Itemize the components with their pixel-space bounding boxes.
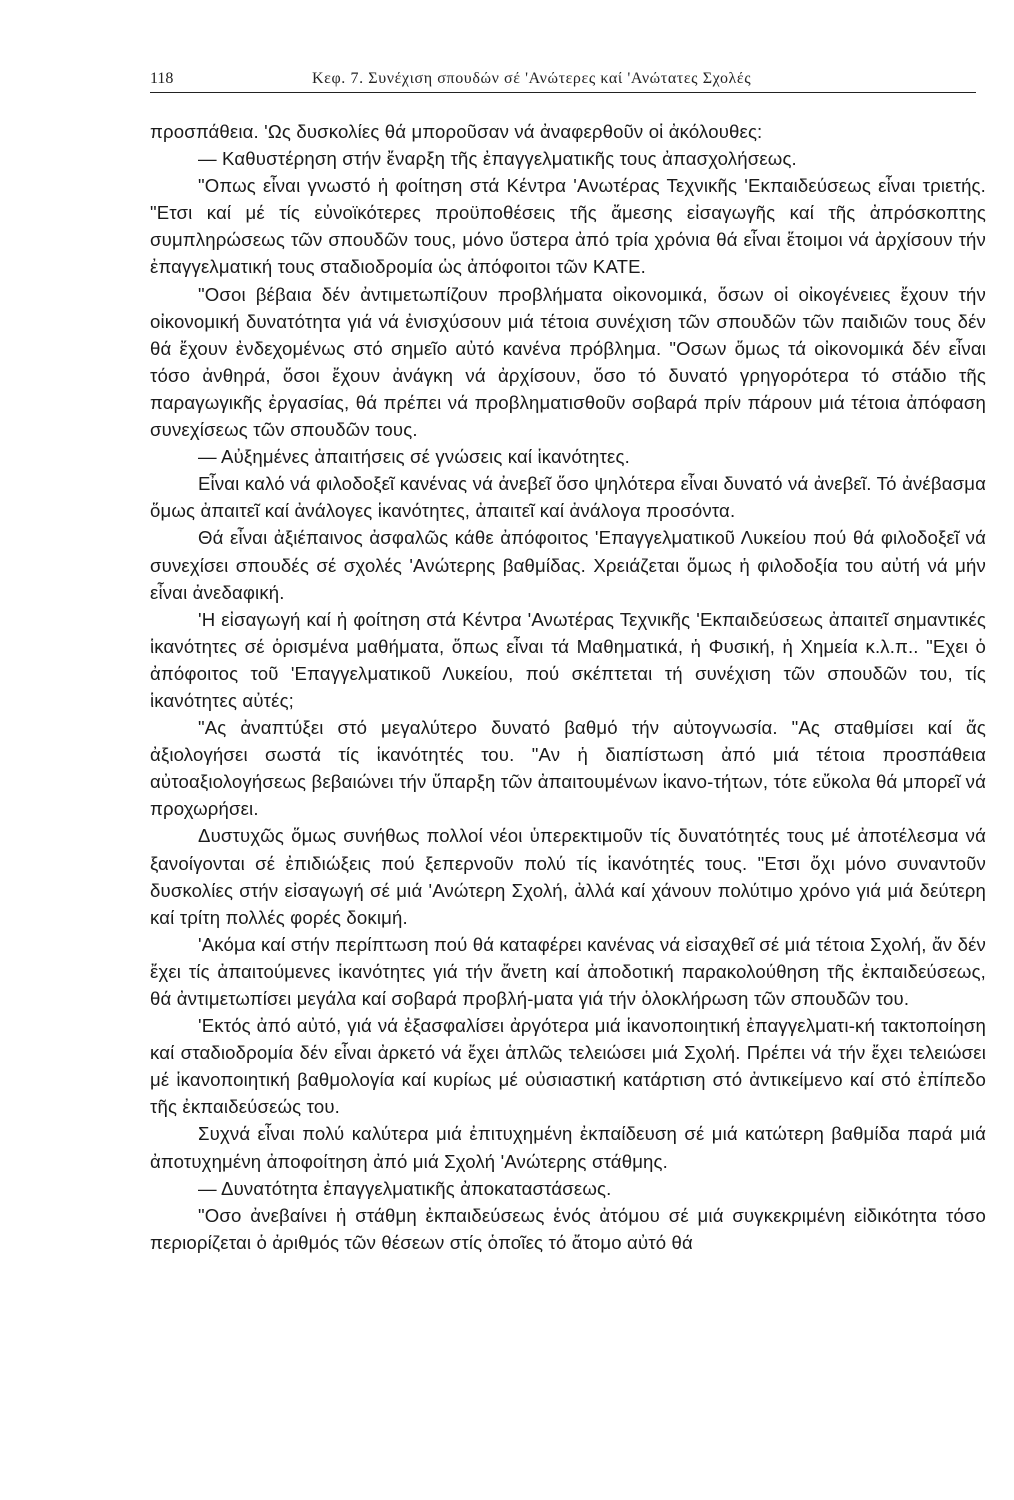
paragraph: "Οσο ἀνεβαίνει ἡ στάθμη ἐκπαιδεύσεως ἑνός ἀτόμου σέ μιά συγκεκριμένη εἰδικότητα τόσο περιορίζεται ὁ ἀριθμός τῶν θέσεων στίς ὁποῖες τό ἄτομο αὐτό θά — [150, 1204, 986, 1253]
paragraph: "Οσοι βέβαια δέν ἀντιμετωπίζουν προβλήματα οἰκονομικά, ὅσων οἱ οἰκογένειες ἔχουν τήν οἰκονομική δυνατότητα γιά νά ἐνισχύσουν μιά τέτοια συνέχιση τῶν σπουδῶν τῶν παιδιῶν τους δέν θά ἔχουν ἐνδεχομένως στό σημεῖο αὐτό κανένα πρόβλημα. "Οσων ὅμως τά οἰκονομικά δέν εἶναι τόσο ἀνθηρά, ὅσοι ἔχουν ἀνάγκη νά ἀρχίσουν, ὅσο τό δυνατό γρηγορότερα τό στάδιο τῆς παραγωγικῆς ἐργασίας, θά πρέπει νά προβληματισθοῦν σοβαρά πρίν πάρουν μιά τέτοια ἀπόφαση συνεχίσεως τῶν σπουδῶν τους. — [150, 283, 986, 441]
list-item-dash: — Δυνατότητα ἐπαγγελματικῆς ἀποκαταστάσεως. — [198, 1177, 612, 1199]
body-text — [150, 118, 986, 1256]
list-item-dash: — Αὐξημένες ἀπαιτήσεις σέ γνώσεις καί ἱκανότητες. — [198, 446, 630, 468]
page-number: 118 — [150, 70, 174, 87]
list-item-dash: — Καθυστέρηση στήν ἔναρξη τῆς ἐπαγγελματικῆς τους ἀπασχολήσεως. — [198, 148, 797, 170]
paragraph: Δυστυχῶς ὅμως συνήθως πολλοί νέοι ὑπερεκτιμοῦν τίς δυνατότητές τους μέ ἀποτέλεσμα νά ξανοίγονται σέ ἐπιδιώξεις πού ξεπερνοῦν πολύ τίς ἱκανότητές τους. "Ετσι ὄχι μόνο συναντοῦν δυσκολίες στήν εἰσαγωγή σέ μιά 'Ανώτερη Σχολή, ἀλλά καί χάνουν πολύτιμο χρόνο γιά μιά δεύτερη καί τρίτη πολλές φορές δοκιμή. — [150, 825, 986, 928]
paragraph: Εἶναι καλό νά φιλοδοξεῖ κανένας νά ἀνεβεῖ ὅσο ψηλότερα εἶναι δυνατό νά ἀνεβεῖ. Τό ἀνέβασμα ὅμως ἀπαιτεῖ καί ἀνάλογες ἱκανότητες, ἀπαιτεῖ καί ἀνάλογα προσόντα. — [150, 473, 986, 522]
paragraph: 'Ακόμα καί στήν περίπτωση πού θά καταφέρει κανένας νά εἰσαχθεῖ σέ μιά τέτοια Σχολή, ἄν δέν ἔχει τίς ἀπαιτούμενες ἱκανότητες γιά τήν ἄνετη καί ἀποδοτική παρακολούθηση τῆς ἐκπαιδεύσεως, θά ἀντιμετωπίσει μεγάλα καί σοβαρά προβλή-ματα γιά τήν ὁλοκλήρωση τῶν σπουδῶν του. — [150, 933, 986, 1009]
running-header — [150, 66, 976, 93]
chapter-title: Κεφ. 7. Συνέχιση σπουδών σέ 'Ανώτερες καί 'Ανώτατες Σχολές — [312, 70, 752, 87]
paragraph: "Ας ἀναπτύξει στό μεγαλύτερο δυνατό βαθμό τήν αὐτογνωσία. "Ας σταθμίσει καί ἄς ἀξιολογήσει σωστά τίς ἱκανότητές του. "Αν ἡ διαπίστωση ἀπό μιά τέτοια προσπάθεια αὐτοαξιολογήσεως βεβαιώνει τήν ὕπαρξη τῶν ἀπαιτουμένων ἱκανο-τήτων, τότε εὔκολα θά μπορεῖ νά προχωρήσει. — [150, 717, 986, 820]
paragraph: 'Εκτός ἀπό αὐτό, γιά νά ἐξασφαλίσει ἀργότερα μιά ἱκανοποιητική ἐπαγγελματι-κή τακτοποίηση καί σταδιοδρομία δέν εἶναι ἀρκετό νά ἔχει ἁπλῶς τελειώσει μιά Σχολή. Πρέπει νά τήν ἔχει τελειώσει μέ ἱκανοποιητική βαθμολογία καί κυρίως μέ οὐσιαστική κατάρτιση στό ἀντικείμενο καί στό ἐπίπεδο τῆς ἐκπαιδεύσεώς του. — [150, 1015, 986, 1118]
paragraph: 'Η εἰσαγωγή καί ἡ φοίτηση στά Κέντρα 'Ανωτέρας Τεχνικῆς 'Εκπαιδεύσεως ἀπαιτεῖ σημαντικές ἱκανότητες σέ ὁρισμένα μαθήματα, ὅπως εἶναι τά Μαθηματικά, ἡ Φυσική, ἡ Χημεία κ.λ.π.. "Εχει ὁ ἀπόφοιτος τοῦ 'Επαγγελματικοῦ Λυκείου, πού σκέπτεται τή συνέχιση τῶν σπουδῶν του, τίς ἱκανότητες αὐτές; — [150, 608, 986, 711]
paragraph: "Οπως εἶναι γνωστό ἡ φοίτηση στά Κέντρα 'Ανωτέρας Τεχνικῆς 'Εκπαιδεύσεως εἶναι τριετής. "Ετσι καί μέ τίς εὐνοϊκότερες προϋποθέσεις τῆς ἄμεσης εἰσαγωγῆς καί τῆς ἀπρόσκοπτης συμπληρώσεως τῶν σπουδῶν τους, μόνο ὕστερα ἀπό τρία χρόνια θά εἶναι ἕτοιμοι νά ἀρχίσουν τήν ἐπαγγελματική τους σταδιοδρομία ὡς ἀπόφοιτοι τῶν ΚΑΤΕ. — [150, 175, 986, 278]
paragraph: προσπάθεια. 'Ως δυσκολίες θά μποροῦσαν νά ἀναφερθοῦν οἱ ἀκόλουθες: — [150, 121, 763, 142]
paragraph: Θά εἶναι ἀξιέπαινος ἀσφαλῶς κάθε ἀπόφοιτος 'Επαγγελματικοῦ Λυκείου πού θά φιλοδοξεῖ νά συνεχίσει σπουδές σέ σχολές 'Ανώτερης βαθμίδας. Χρειάζεται ὅμως ἡ φιλοδοξία του αὐτή νά μήν εἶναι ἀνεδαφική. — [150, 527, 986, 603]
paragraph: Συχνά εἶναι πολύ καλύτερα μιά ἐπιτυχημένη ἐκπαίδευση σέ μιά κατώτερη βαθμίδα παρά μιά ἀποτυχημένη ἀποφοίτηση ἀπό μιά Σχολή 'Ανώτερης στάθμης. — [150, 1123, 986, 1172]
